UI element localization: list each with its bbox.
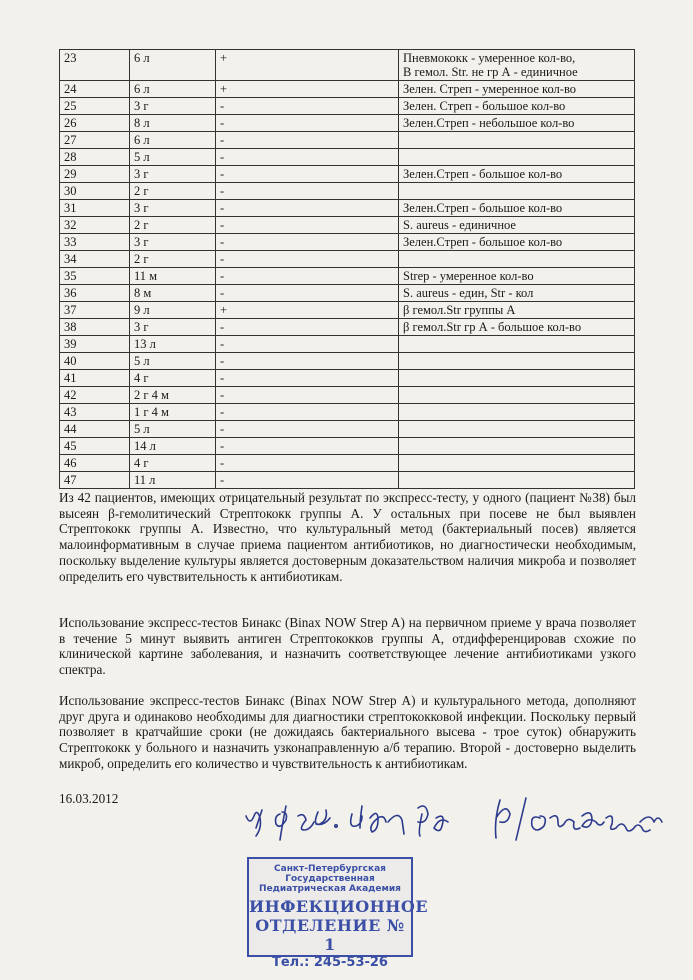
cell-express-test: - <box>216 455 399 472</box>
cell-patient-number: 45 <box>60 438 130 455</box>
table-row <box>60 370 635 387</box>
cell-express-test: - <box>216 217 399 234</box>
cell-patient-number: 27 <box>60 132 130 149</box>
cell-patient-age: 1 г 4 м <box>130 404 216 421</box>
cell-patient-age: 4 г <box>130 370 216 387</box>
paragraph-conclusion-2: Использование экспресс-тестов Бинакс (Binax NOW Strep A) на первичном приеме у врача позволяет в течение 5 минут выявить антиген Стрептококков группы А, отдифференцировав схожие по клинической картине заболевания, и назначить соответствующее лечение антибиотиками узкого спектра. <box>59 615 636 678</box>
cell-culture-result: S. aureus - единичное <box>399 217 635 234</box>
cell-patient-age: 2 г <box>130 217 216 234</box>
cell-patient-age: 2 г 4 м <box>130 387 216 404</box>
cell-patient-age: 8 м <box>130 285 216 302</box>
cell-culture-result <box>399 132 635 149</box>
cell-express-test: - <box>216 234 399 251</box>
paragraph-conclusion-1: Из 42 пациентов, имеющих отрицательный результат по экспресс-тесту, у одного (пациент №38) был высеян β-гемолитический Стрептококк группы А. У остальных при посеве не был выявлен Стрептококк группы А. Известно, что культуральный метод (бактериальный посев) является малоинформативным в случае приема пациентом антибиотиков, но диагностически необходимым, поскольку выделение культуры является достоверным доказательством наличия микроба и позволяет определить его чувствительность к антибиотикам. <box>59 490 636 584</box>
cell-culture-result <box>399 149 635 166</box>
cell-culture-result <box>399 336 635 353</box>
table-row <box>60 438 635 455</box>
table-row <box>60 285 635 302</box>
cell-patient-age: 5 л <box>130 353 216 370</box>
cell-patient-number: 46 <box>60 455 130 472</box>
cell-patient-number: 42 <box>60 387 130 404</box>
cell-patient-age: 11 л <box>130 472 216 489</box>
cell-patient-age: 2 г <box>130 251 216 268</box>
cell-culture-result: Пневмококк - умеренное кол-во, В гемол. Str. не гр А - единичное <box>399 50 635 81</box>
cell-patient-number: 28 <box>60 149 130 166</box>
table-row <box>60 319 635 336</box>
results-table <box>59 49 635 489</box>
cell-patient-number: 33 <box>60 234 130 251</box>
table-row <box>60 98 635 115</box>
cell-express-test: + <box>216 50 399 81</box>
cell-express-test: - <box>216 132 399 149</box>
cell-express-test: - <box>216 268 399 285</box>
cell-patient-age: 6 л <box>130 50 216 81</box>
table-row <box>60 50 635 81</box>
table-row <box>60 81 635 98</box>
cell-patient-number: 40 <box>60 353 130 370</box>
paragraph-conclusion-3: Использование экспресс-тестов Бинакс (Binax NOW Strep A) и культурального метода, дополняют друг друга и одинаково необходимы для диагностики стрептококковой инфекции. Поскольку первый позволяет в кратчайшие сроки (не дожидаясь бактериального высева - трое суток) обнаружить Стрептококк у больного и назначить узконаправленную а/б терапию. Второй - достоверно выделить микроб, определить его количество и чувствительность к антибиотикам. <box>59 693 636 771</box>
cell-express-test: + <box>216 81 399 98</box>
cell-express-test: - <box>216 285 399 302</box>
cell-express-test: - <box>216 183 399 200</box>
cell-culture-result: Зелен. Стреп - умеренное кол-во <box>399 81 635 98</box>
cell-patient-number: 31 <box>60 200 130 217</box>
cell-patient-age: 9 л <box>130 302 216 319</box>
cell-patient-number: 23 <box>60 50 130 81</box>
cell-culture-result: S. aureus - един, Str - кол <box>399 285 635 302</box>
table-row <box>60 200 635 217</box>
cell-culture-result <box>399 438 635 455</box>
cell-patient-number: 24 <box>60 81 130 98</box>
table-row <box>60 166 635 183</box>
cell-patient-age: 3 г <box>130 166 216 183</box>
table-row <box>60 302 635 319</box>
stamp-department-line2: ОТДЕЛЕНИЕ № 1 <box>255 916 405 954</box>
cell-culture-result <box>399 455 635 472</box>
cell-patient-age: 3 г <box>130 98 216 115</box>
cell-culture-result <box>399 404 635 421</box>
table-row <box>60 387 635 404</box>
cell-patient-age: 3 г <box>130 234 216 251</box>
cell-patient-number: 34 <box>60 251 130 268</box>
table-row <box>60 404 635 421</box>
cell-express-test: - <box>216 200 399 217</box>
cell-patient-age: 6 л <box>130 81 216 98</box>
cell-patient-age: 8 л <box>130 115 216 132</box>
cell-patient-age: 11 м <box>130 268 216 285</box>
cell-culture-result: β гемол.Str группы А <box>399 302 635 319</box>
stamp-institution: Санкт-Петербургская Государственная <box>274 864 386 884</box>
cell-culture-result: Зелен.Стреп - большое кол-во <box>399 200 635 217</box>
cell-patient-age: 14 л <box>130 438 216 455</box>
cell-patient-number: 29 <box>60 166 130 183</box>
stamp-department-line1: ИНФЕКЦИОННОЕ <box>249 897 429 916</box>
cell-patient-number: 26 <box>60 115 130 132</box>
cell-culture-result <box>399 370 635 387</box>
cell-express-test: - <box>216 370 399 387</box>
cell-patient-age: 5 л <box>130 149 216 166</box>
cell-patient-number: 25 <box>60 98 130 115</box>
cell-express-test: - <box>216 421 399 438</box>
cell-patient-number: 37 <box>60 302 130 319</box>
results-table-body <box>60 50 635 489</box>
cell-culture-result: Зелен.Стреп - большое кол-во <box>399 234 635 251</box>
cell-patient-age: 2 г <box>130 183 216 200</box>
cell-patient-age: 3 г <box>130 200 216 217</box>
cell-patient-number: 30 <box>60 183 130 200</box>
cell-patient-number: 38 <box>60 319 130 336</box>
cell-express-test: - <box>216 149 399 166</box>
stamp-phone: Тел.: 245-53-26 <box>272 955 388 970</box>
cell-culture-result <box>399 353 635 370</box>
cell-culture-result <box>399 472 635 489</box>
cell-culture-result <box>399 387 635 404</box>
handwritten-signature <box>240 788 680 848</box>
cell-express-test: - <box>216 438 399 455</box>
cell-culture-result <box>399 421 635 438</box>
document-date: 16.03.2012 <box>59 791 119 806</box>
cell-patient-age: 5 л <box>130 421 216 438</box>
cell-express-test: - <box>216 98 399 115</box>
cell-patient-age: 6 л <box>130 132 216 149</box>
cell-patient-number: 43 <box>60 404 130 421</box>
cell-patient-number: 36 <box>60 285 130 302</box>
cell-express-test: - <box>216 115 399 132</box>
cell-express-test: - <box>216 166 399 183</box>
cell-culture-result: Strep - умеренное кол-во <box>399 268 635 285</box>
cell-express-test: - <box>216 387 399 404</box>
cell-express-test: - <box>216 353 399 370</box>
table-row <box>60 421 635 438</box>
cell-express-test: + <box>216 302 399 319</box>
cell-express-test: - <box>216 336 399 353</box>
table-row <box>60 183 635 200</box>
cell-culture-result <box>399 251 635 268</box>
cell-express-test: - <box>216 404 399 421</box>
cell-patient-age: 4 г <box>130 455 216 472</box>
stamp-academy: Педиатрическая Академия <box>259 884 401 894</box>
table-row <box>60 353 635 370</box>
table-row <box>60 472 635 489</box>
cell-culture-result: Зелен.Стреп - большое кол-во <box>399 166 635 183</box>
table-row <box>60 251 635 268</box>
cell-express-test: - <box>216 319 399 336</box>
cell-patient-number: 35 <box>60 268 130 285</box>
cell-culture-result: Зелен. Стреп - большое кол-во <box>399 98 635 115</box>
cell-culture-result <box>399 183 635 200</box>
table-row <box>60 336 635 353</box>
table-row <box>60 132 635 149</box>
table-row <box>60 455 635 472</box>
cell-patient-number: 32 <box>60 217 130 234</box>
table-row <box>60 149 635 166</box>
cell-express-test: - <box>216 472 399 489</box>
cell-patient-number: 44 <box>60 421 130 438</box>
cell-patient-age: 13 л <box>130 336 216 353</box>
table-row <box>60 234 635 251</box>
cell-express-test: - <box>216 251 399 268</box>
cell-patient-number: 39 <box>60 336 130 353</box>
cell-patient-age: 3 г <box>130 319 216 336</box>
cell-culture-result: Зелен.Стреп - небольшое кол-во <box>399 115 635 132</box>
cell-patient-number: 47 <box>60 472 130 489</box>
table-row <box>60 217 635 234</box>
cell-patient-number: 41 <box>60 370 130 387</box>
table-row <box>60 268 635 285</box>
department-stamp <box>247 857 429 970</box>
table-row <box>60 115 635 132</box>
cell-culture-result: β гемол.Str гр А - большое кол-во <box>399 319 635 336</box>
